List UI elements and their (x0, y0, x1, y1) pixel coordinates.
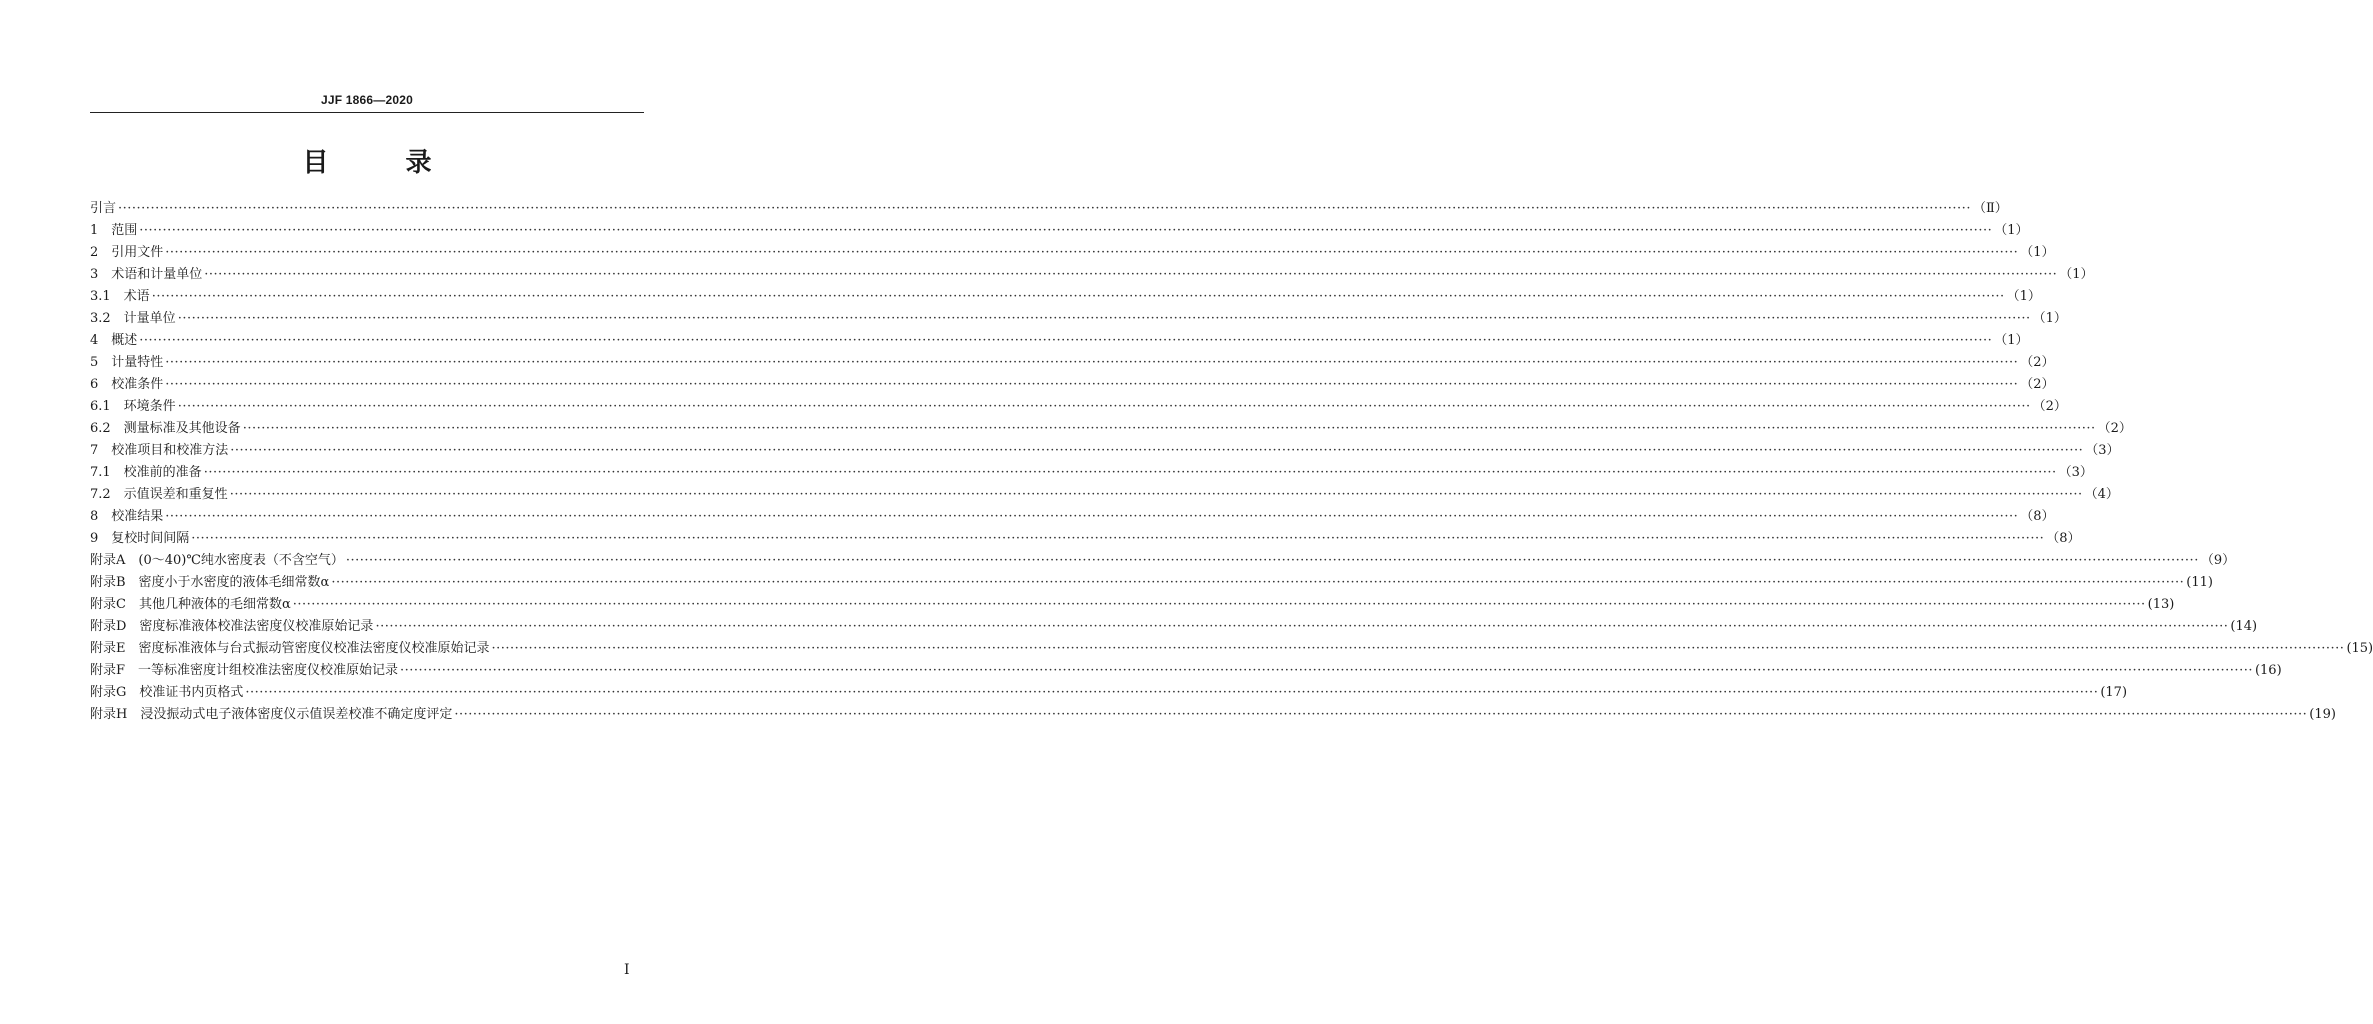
toc-entry-label: 5 计量特性 (90, 355, 164, 370)
toc-leader-dots: ················································································································································································································································································································································································································ (177, 399, 2031, 414)
toc-entry-page: （3） (2085, 443, 2120, 458)
toc-leader-dots: ················································································································································································································································································································································································································ (165, 355, 2019, 370)
toc-entry-page: （1） (2020, 245, 2055, 260)
toc-entry-page: （1） (2032, 311, 2067, 326)
toc-leader-dots: ················································································································································································································································································································································································································ (139, 333, 1993, 348)
document-code-header: JJF 1866—2020 (320, 93, 413, 107)
toc-entry[interactable] (90, 220, 2029, 242)
toc-entry[interactable] (90, 396, 2067, 418)
toc-entry-label: 1 范围 (90, 223, 138, 238)
toc-leader-dots: ················································································································································································································································································································································································································ (400, 663, 2253, 678)
toc-entry-label: 6.2 测量标准及其他设备 (90, 421, 241, 436)
toc-entry-label: 6.1 环境条件 (90, 399, 176, 414)
toc-entry-label: 8 校准结果 (90, 509, 164, 524)
toc-entry-page: (13) (2147, 597, 2175, 612)
toc-entry[interactable] (90, 682, 2128, 704)
toc-entry-label: 2 引用文件 (90, 245, 164, 260)
toc-leader-dots: ················································································································································································································································································································································································································ (139, 223, 1993, 238)
toc-leader-dots: ················································································································································································································································································································································································································ (229, 487, 2083, 502)
toc-entry[interactable] (90, 638, 2373, 660)
page-title: 目 录 (302, 148, 466, 178)
toc-entry[interactable] (90, 616, 2258, 638)
toc-entry-page: (11) (2186, 575, 2213, 590)
toc-leader-dots: ················································································································································································································································································································································································································ (491, 641, 2345, 656)
table-of-contents (90, 198, 2373, 726)
toc-entry-page: （1） (2059, 267, 2094, 282)
toc-entry-label: 3.2 计量单位 (90, 311, 176, 326)
toc-leader-dots: ················································································································································································································································································································································································································ (375, 619, 2229, 634)
toc-entry-page: （2） (2020, 355, 2055, 370)
toc-entry-page: （1） (1994, 333, 2029, 348)
toc-leader-dots: ················································································································································································································································································································································································································ (331, 575, 2185, 590)
toc-entry-label: 附录A (0～40)℃纯水密度表（不含空气） (90, 553, 344, 568)
toc-leader-dots: ················································································································································································································································································································································································································ (165, 245, 2019, 260)
toc-entry-page: （1） (2006, 289, 2041, 304)
toc-entry[interactable] (90, 506, 2055, 528)
toc-entry-page: (16) (2254, 663, 2282, 678)
toc-leader-dots: ················································································································································································································································································································································································································ (230, 443, 2084, 458)
toc-leader-dots: ················································································································································································································································································································································································································ (454, 707, 2308, 722)
toc-entry-label: 7 校准项目和校准方法 (90, 443, 229, 458)
toc-entry-label: 3 术语和计量单位 (90, 267, 203, 282)
toc-entry[interactable] (90, 550, 2236, 572)
toc-entry[interactable] (90, 198, 2008, 220)
toc-entry-label: 引言 (90, 201, 117, 216)
toc-entry[interactable] (90, 286, 2041, 308)
toc-leader-dots: ················································································································································································································································································································································································································ (191, 531, 2045, 546)
toc-leader-dots: ················································································································································································································································································································································································································ (203, 465, 2057, 480)
toc-leader-dots: ················································································································································································································································································································································································································ (292, 597, 2146, 612)
toc-entry[interactable] (90, 242, 2055, 264)
toc-entry-page: （8） (2046, 531, 2081, 546)
toc-entry-label: 附录E 密度标准液体与台式振动管密度仪校准法密度仪校准原始记录 (90, 641, 490, 656)
toc-entry-page: （1） (1994, 223, 2029, 238)
toc-entry-page: （9） (2200, 553, 2236, 568)
toc-entry[interactable] (90, 594, 2175, 616)
toc-leader-dots: ················································································································································································································································································································································································································ (165, 377, 2019, 392)
toc-entry-label: 附录F 一等标准密度计组校准法密度仪校准原始记录 (90, 663, 399, 678)
toc-entry-label: 附录B 密度小于水密度的液体毛细常数α (90, 575, 330, 590)
toc-entry[interactable] (90, 264, 2094, 286)
page-number: Ⅰ (624, 962, 630, 978)
toc-entry[interactable] (90, 462, 2093, 484)
toc-entry-label: 7.2 示值误差和重复性 (90, 487, 228, 502)
toc-entry-page: (15) (2346, 641, 2373, 656)
toc-entry-label: 附录C 其他几种液体的毛细常数α (90, 597, 291, 612)
toc-entry[interactable] (90, 352, 2055, 374)
toc-entry-label: 6 校准条件 (90, 377, 164, 392)
toc-entry-label: 7.1 校准前的准备 (90, 465, 202, 480)
toc-leader-dots: ················································································································································································································································································································································································································ (345, 553, 2199, 568)
toc-entry[interactable] (90, 484, 2119, 506)
toc-entry[interactable] (90, 660, 2282, 682)
toc-entry-page: （8） (2020, 509, 2055, 524)
toc-entry-page: （2） (2032, 399, 2067, 414)
header-divider (90, 112, 644, 113)
toc-entry-label: 4 概述 (90, 333, 138, 348)
toc-leader-dots: ················································································································································································································································································································································································································ (245, 685, 2099, 700)
toc-entry[interactable] (90, 374, 2055, 396)
toc-leader-dots: ················································································································································································································································································································································································································ (177, 311, 2031, 326)
toc-leader-dots: ················································································································································································································································································································································································································ (165, 509, 2019, 524)
toc-entry-page: （3） (2058, 465, 2093, 480)
toc-entry-page: (14) (2230, 619, 2258, 634)
toc-entry[interactable] (90, 330, 2029, 352)
toc-leader-dots: ················································································································································································································································································································································································································ (204, 267, 2058, 282)
toc-leader-dots: ················································································································································································································································································································································································································ (242, 421, 2096, 436)
toc-entry[interactable] (90, 572, 2213, 594)
toc-leader-dots: ················································································································································································································································································································································································································ (151, 289, 2005, 304)
toc-entry-page: (17) (2100, 685, 2128, 700)
toc-entry-page: （Ⅱ） (1972, 201, 2008, 216)
toc-entry[interactable] (90, 308, 2067, 330)
toc-entry-page: （2） (2097, 421, 2132, 436)
toc-entry[interactable] (90, 418, 2132, 440)
toc-entry[interactable] (90, 440, 2120, 462)
toc-entry-label: 3.1 术语 (90, 289, 150, 304)
toc-entry-page: （4） (2084, 487, 2119, 502)
toc-entry-label: 附录H 浸没振动式电子液体密度仪示值误差校准不确定度评定 (90, 707, 453, 722)
toc-entry[interactable] (90, 528, 2081, 550)
toc-entry-label: 附录D 密度标准液体校准法密度仪校准原始记录 (90, 619, 374, 634)
toc-entry-label: 9 复校时间间隔 (90, 531, 190, 546)
toc-entry-label: 附录G 校准证书内页格式 (90, 685, 244, 700)
toc-entry-page: (19) (2309, 707, 2336, 722)
toc-entry-page: （2） (2020, 377, 2055, 392)
toc-leader-dots: ················································································································································································································································································································································································································ (118, 201, 1971, 216)
toc-entry[interactable] (90, 704, 2336, 726)
